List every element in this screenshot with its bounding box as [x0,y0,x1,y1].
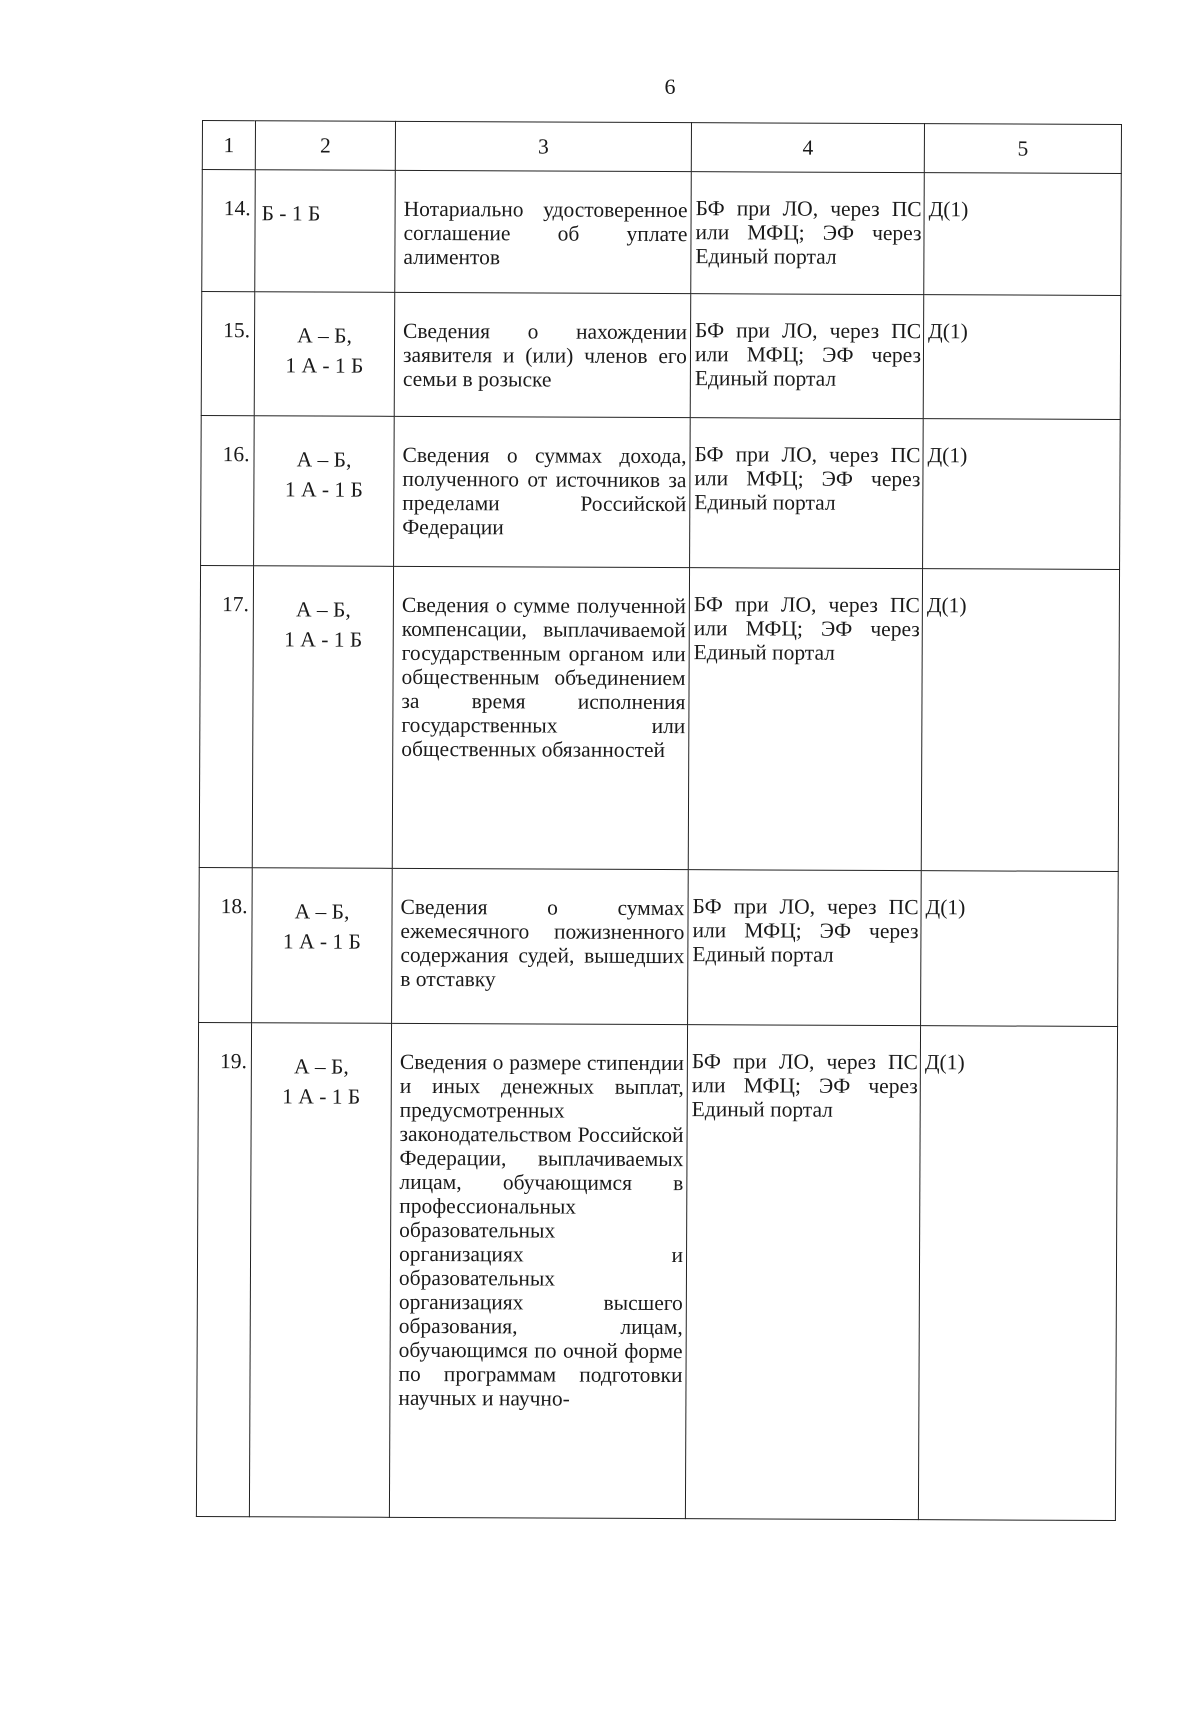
table-row [202,170,1122,296]
table-header-row [202,121,1121,174]
row-submission-form: БФ при ЛО, через ПС или МФЦ; ЭФ через Единый портал [690,294,924,419]
row-code-line: 1 А - 1 Б [282,1084,361,1109]
row-term: Д(1) [921,569,1119,872]
row-code [252,566,393,869]
row-code-line: 1 А - 1 Б [284,477,363,502]
row-number: 15. [201,292,255,416]
table-row [199,565,1119,871]
row-term: Д(1) [921,871,1119,1027]
row-code-line: А – Б, [295,597,351,622]
row-code [249,1023,391,1518]
row-code-line: А – Б, [293,1054,349,1079]
column-header-1: 1 [202,121,255,170]
row-code-line: 1 А - 1 Б [282,929,361,954]
row-number: 18. [199,867,253,1022]
row-term: Д(1) [924,173,1122,296]
row-term: Д(1) [923,295,1121,420]
row-term: Д(1) [923,419,1121,570]
row-code-line: 1 А - 1 Б [285,353,364,378]
row-submission-form: БФ при ЛО, через ПС или МФЦ; ЭФ через Единый портал [685,1025,920,1520]
row-number: 16. [201,415,255,565]
row-description: Сведения о сумме полученной компенсации, выплачиваемой государственным органом или общественным объединением за время исполнения государственных или общественных обязанностей [392,566,689,869]
table-row [201,415,1121,569]
row-submission-form: БФ при ЛО, через ПС или МФЦ; ЭФ через Единый портал [688,870,922,1026]
column-header-4: 4 [691,123,924,173]
table-row [201,292,1121,420]
row-code-line: А – Б, [296,447,352,472]
row-term: Д(1) [918,1026,1117,1521]
row-number: 17. [199,565,253,867]
row-submission-form: БФ при ЛО, через ПС или МФЦ; ЭФ через Единый портал [688,568,922,871]
row-description: Сведения о суммах ежемесячного пожизненного содержания судей, вышедших в отставку [392,868,689,1024]
table-row [196,1022,1117,1520]
row-code-line: А – Б, [297,323,352,348]
page-number: 6 [664,74,676,99]
column-header-5: 5 [924,124,1121,174]
documents-table [196,120,1122,1521]
row-code-line: А – Б, [294,899,350,924]
row-number: 19. [196,1022,251,1516]
row-submission-form: БФ при ЛО, через ПС или МФЦ; ЭФ через Единый портал [691,172,925,295]
row-description: Сведения о размере стипендии и иных денежных выплат, предусмотренных законодательством Российской Федерации, выплачиваемых лицам, обучающимся в профессиональных образовательных организациях и образовательных организациях высшего образования, лицам, обучающимся по очной форме по программам подготовки научных и научно- [389,1023,687,1518]
row-submission-form: БФ при ЛО, через ПС или МФЦ; ЭФ через Единый портал [690,418,924,569]
column-header-2: 2 [255,121,395,171]
row-description: Сведения о нахождении заявителя и (или) членов его семьи в розыске [394,292,691,417]
row-description: Нотариально удостоверенное соглашение об уплате алиментов [395,170,692,293]
row-number: 14. [202,170,256,292]
row-description: Сведения о суммах дохода, полученного от источников за пределами Российской Федерации [394,416,691,567]
column-header-3: 3 [395,121,691,171]
row-code [255,170,396,293]
row-code [254,416,395,567]
row-code [254,292,395,417]
row-code-line: Б - 1 Б [261,201,321,226]
row-code-line: 1 А - 1 Б [284,627,363,652]
row-code [252,868,393,1024]
table-row [199,867,1119,1026]
